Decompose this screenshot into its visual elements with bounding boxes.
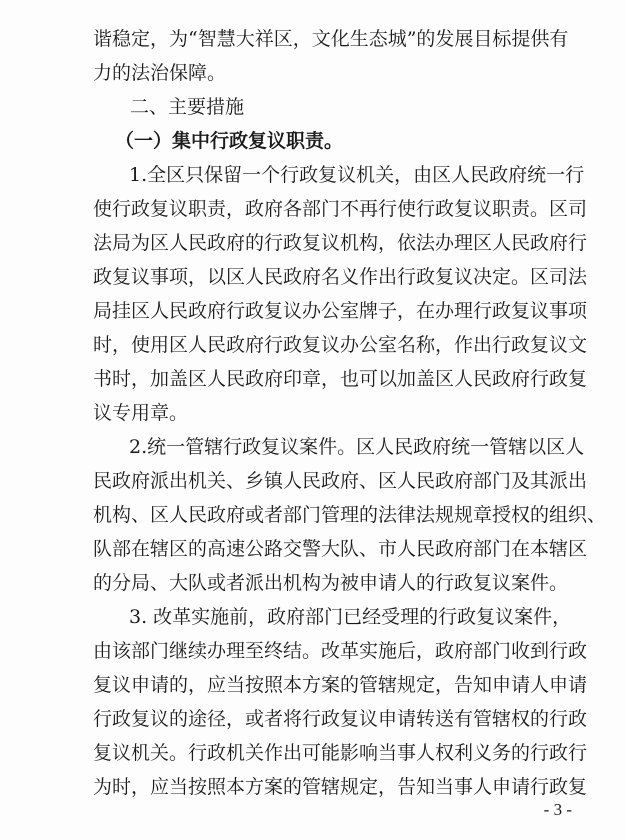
text-line: 使行政复议职责，政府各部门不再行使行政复议职责。区司 xyxy=(93,198,588,220)
text-line: 2.统一管辖行政复议案件。区人民政府统一管辖以区人 xyxy=(129,436,585,458)
section-heading: 二、主要措施 xyxy=(130,96,245,118)
text-line: 政复议事项，以区人民政府名义作出行政复议决定。区司法 xyxy=(93,266,588,288)
text-line: 复议机关。行政机关作出可能影响当事人权利义务的行政行 xyxy=(93,742,588,764)
text-line: 行政复议的途径，或者将行政复议申请转送有管辖权的行政 xyxy=(93,708,588,730)
text-line: 谐稳定，为“智慧大祥区，文化生态城”的发展目标提供有 xyxy=(93,28,569,50)
text-line: 局挂区人民政府行政复议办公室牌子，在办理行政复议事项 xyxy=(93,300,588,322)
text-line: 3. 改革实施前，政府部门已经受理的行政复议案件， xyxy=(129,606,572,628)
text-line: 1.全区只保留一个行政复议机关，由区人民政府统一行 xyxy=(129,164,585,186)
text-line: 的分局、大队或者派出机构为被申请人的行政复议案件。 xyxy=(93,572,569,594)
text-line: 法局为区人民政府的行政复议机构，依法办理区人民政府行 xyxy=(93,232,588,254)
text-line: 民政府派出机关、乡镇人民政府、区人民政府部门及其派出 xyxy=(93,470,588,492)
text-line: 为时，应当按照本方案的管辖规定，告知当事人申请行政复 xyxy=(93,776,588,798)
text-line: 机构、区人民政府或者部门管理的法律法规规章授权的组织、 xyxy=(93,504,607,526)
page-number: - 3 - xyxy=(543,800,572,819)
text-line: 由该部门继续办理至终结。改革实施后，政府部门收到行政 xyxy=(93,640,588,662)
text-line: 复议申请的，应当按照本方案的管辖规定，告知申请人申请 xyxy=(93,674,588,696)
text-line: 议专用章。 xyxy=(93,402,189,424)
document-body xyxy=(93,22,607,804)
text-line: 书时，加盖区人民政府印章，也可以加盖区人民政府行政复 xyxy=(93,368,588,390)
subsection-heading: （一）集中行政复议职责。 xyxy=(115,130,344,152)
text-line: 力的法治保障。 xyxy=(93,62,227,84)
text-line: 队部在辖区的高速公路交警大队、市人民政府部门在本辖区 xyxy=(93,538,588,560)
text-line: 时，使用区人民政府行政复议办公室名称，作出行政复议文 xyxy=(93,334,588,356)
